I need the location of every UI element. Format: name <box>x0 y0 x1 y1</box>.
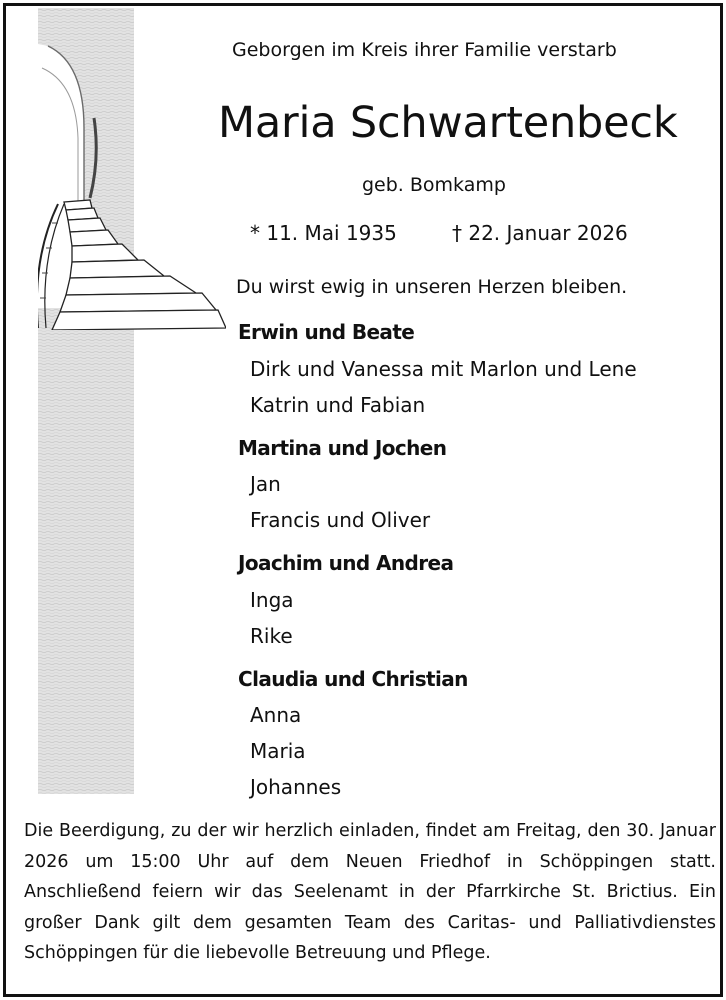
family-head: Claudia und Christian <box>238 667 468 691</box>
family-head: Joachim und Andrea <box>238 551 454 575</box>
staircase-illustration <box>38 8 226 794</box>
family-member: Katrin und Fabian <box>250 393 426 417</box>
memorial-motto: Du wirst ewig in unseren Herzen bleiben. <box>236 276 628 298</box>
family-member: Francis und Oliver <box>250 508 431 532</box>
family-member: Anna <box>250 703 302 727</box>
birth-date: * 11. Mai 1935 <box>250 221 397 245</box>
obituary-frame <box>3 3 723 997</box>
family-head: Erwin und Beate <box>238 320 415 344</box>
family-member: Rike <box>250 624 293 648</box>
intro-line: Geborgen im Kreis ihrer Familie verstarb <box>232 39 617 61</box>
family-member: Inga <box>250 588 294 612</box>
family-member: Maria <box>250 739 306 763</box>
family-member: Dirk und Vanessa mit Marlon und Lene <box>250 357 637 381</box>
death-date: † 22. Januar 2026 <box>452 221 628 245</box>
family-member: Johannes <box>250 775 342 799</box>
maiden-name: geb. Bomkamp <box>362 174 506 196</box>
family-member: Jan <box>250 472 281 496</box>
funeral-notice: Die Beerdigung, zu der wir herzlich einladen, findet am Freitag, den 30. Januar 2026 um 15:00 Uhr auf dem Neuen Friedhof in Schöppingen statt. Anschließend feiern wir das Seelenamt in der Pfarrkirche St. Brictius. Ein großer Dank gilt dem gesamten Team des Caritas- und Palliativdienstes Schöppingen für die liebevolle Betreuung und Pflege. <box>24 821 716 963</box>
deceased-name: Maria Schwartenbeck <box>218 98 678 148</box>
family-head: Martina und Jochen <box>238 436 447 460</box>
